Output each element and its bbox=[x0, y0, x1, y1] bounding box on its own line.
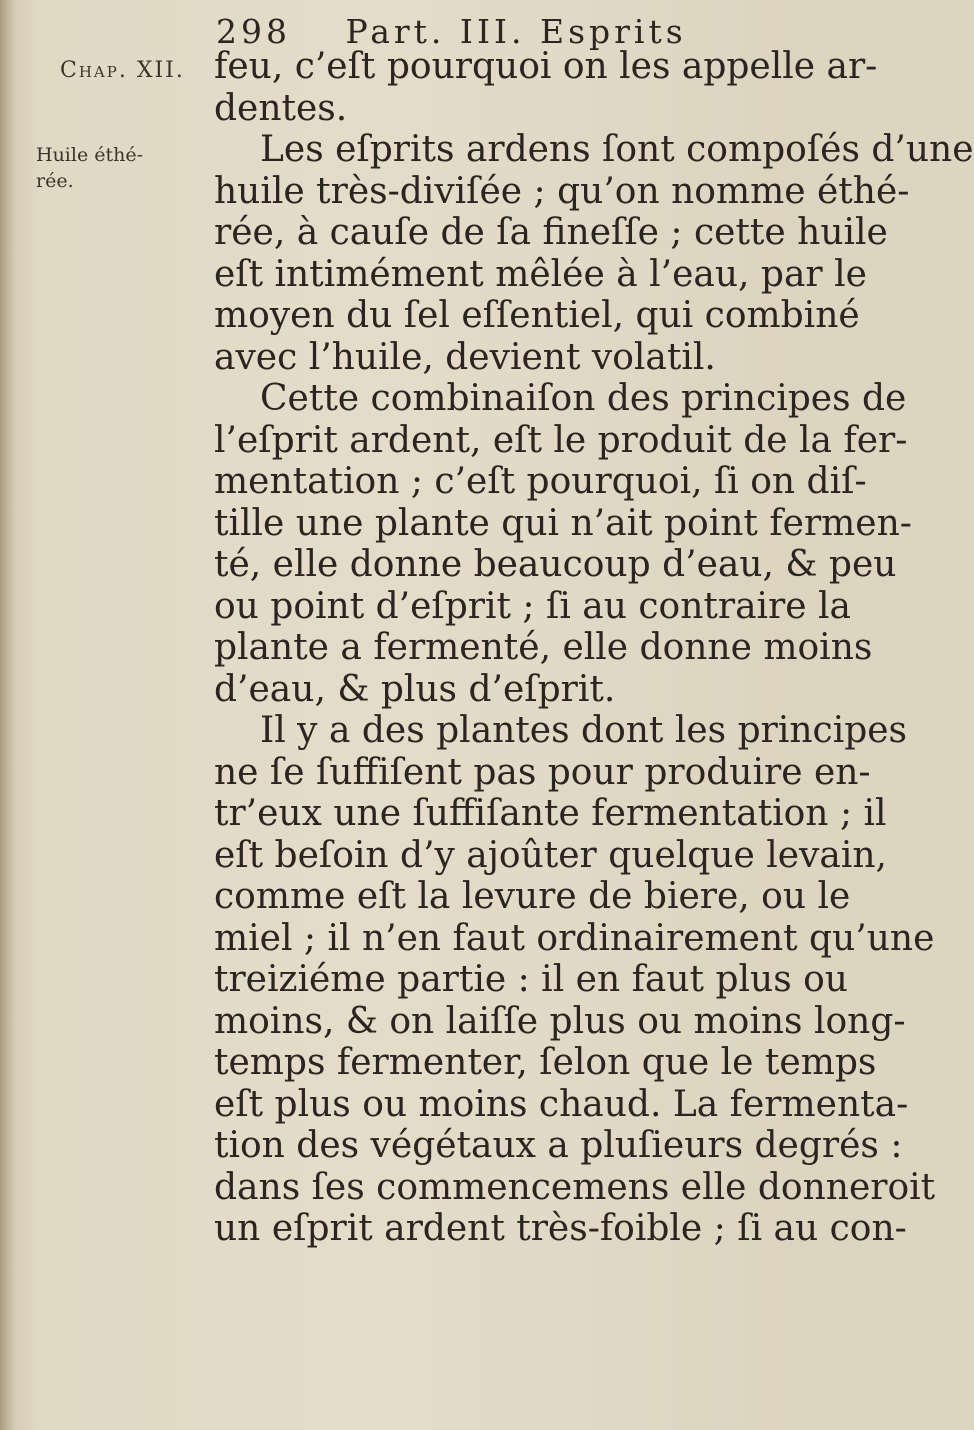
text-line: Les eſprits ardens ſont compoſés d’une bbox=[260, 129, 974, 170]
text-line: eſt beſoin d’y ajoûter quelque levain, bbox=[214, 834, 887, 876]
text-line: tr’eux une ſuffiſante fermentation ; il bbox=[214, 793, 887, 834]
text-line: mentation ; c’eſt pourquoi, ſi on diſ- bbox=[214, 461, 867, 502]
text-line: l’eſprit ardent, eſt le produit de la fer- bbox=[214, 419, 908, 461]
text-line: moins, & on laiſſe plus ou moins long- bbox=[214, 1000, 906, 1042]
running-title: Part. III. Esprits bbox=[345, 12, 687, 51]
text-line: ne ſe ſuffiſent pas pour produire en- bbox=[214, 751, 871, 793]
margin-note-line: Huile éthé- bbox=[36, 144, 144, 166]
chapter-label: Chap. XII. bbox=[60, 58, 185, 83]
text-line: plante a fermenté, elle donne moins bbox=[214, 627, 873, 668]
text-line: un eſprit ardent très-foible ; ſi au con- bbox=[214, 1208, 907, 1249]
text-line: ou point d’eſprit ; ſi au contraire la bbox=[214, 585, 851, 627]
text-line: avec l’huile, devient volatil. bbox=[214, 336, 716, 378]
text-line: té, elle donne beaucoup d’eau, & peu bbox=[214, 544, 897, 585]
text-line: tion des végétaux a pluſieurs degrés : bbox=[214, 1125, 903, 1166]
text-line: d’eau, & plus d’eſprit. bbox=[214, 668, 616, 710]
text-line: comme eſt la levure de biere, ou le bbox=[214, 876, 851, 917]
text-line: feu, c’eſt pourquoi on les appelle ar- bbox=[214, 46, 878, 87]
text-line: temps fermenter, ſelon que le temps bbox=[214, 1042, 877, 1083]
text-line: Il y a des plantes dont les principes bbox=[260, 710, 908, 751]
binding-shadow bbox=[0, 0, 14, 1430]
text-line: moyen du ſel eſſentiel, qui combiné bbox=[214, 295, 860, 336]
margin-note bbox=[36, 142, 156, 194]
margin-note-line: rée. bbox=[36, 170, 74, 192]
text-line: tille une plante qui n’ait point fermen- bbox=[214, 502, 912, 544]
text-line: dans ſes commencemens elle donneroit bbox=[214, 1166, 936, 1208]
body-text bbox=[214, 46, 974, 1250]
text-line: eſt intimément mêlée à l’eau, par le bbox=[214, 253, 867, 295]
text-line: treiziéme partie : il en faut plus ou bbox=[214, 959, 848, 1000]
page-number: 298 bbox=[216, 12, 291, 51]
text-line: Cette combinaiſon des principes de bbox=[260, 378, 907, 419]
text-line: rée, à cauſe de ſa fineſſe ; cette huile bbox=[214, 212, 888, 253]
text-line: dentes. bbox=[214, 87, 348, 129]
text-line: huile très-diviſée ; qu’on nomme éthé- bbox=[214, 170, 910, 212]
text-line: eſt plus ou moins chaud. La fermenta- bbox=[214, 1083, 909, 1125]
text-line: miel ; il n’en faut ordinairement qu’une bbox=[214, 917, 935, 959]
